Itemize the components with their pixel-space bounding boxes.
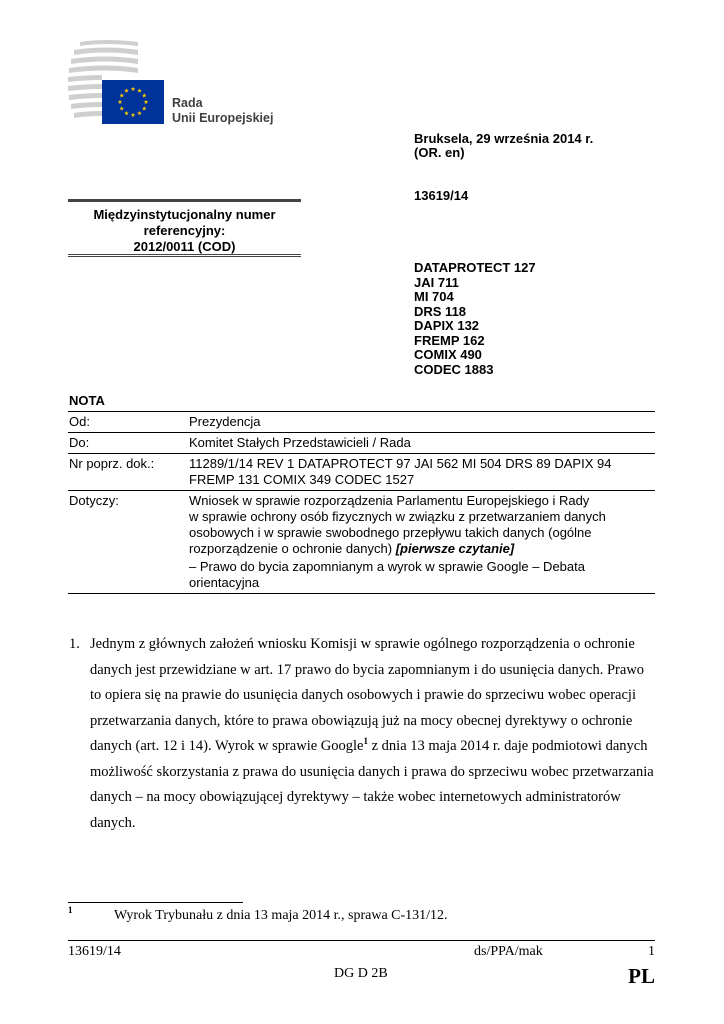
paragraph-text-part: Jednym z głównych założeń wniosku Komisji w sprawie ogólnego rozporządzenia o ochronie danych jest przewidziane w art. 17 prawo do bycia zapomnianym i do usunięcia danych. Prawo to opiera się na prawie do usunięcia danych osobowych i prawie do sprzeciwu wobec operacji przetwarzania danych, które to prawa obowiązują już na mocy obecnej dyrektywy o ochronie danych (art. 12 i 14). Wyrok w sprawie Google <box>90 636 645 754</box>
subject-line-text: rozporządzenie o ochronie danych) <box>189 541 393 556</box>
footnote-reference[interactable]: 1 <box>363 736 368 747</box>
subject-proposal <box>189 493 655 557</box>
subject-code: MI 704 <box>414 289 454 304</box>
to-value: Komitet Stałych Przedstawicieli / Rada <box>189 435 411 450</box>
previous-doc-line2: FREMP 131 COMIX 349 CODEC 1527 <box>189 472 415 487</box>
language-code: PL <box>628 964 655 988</box>
paragraph-text-part: z dnia 13 maja 2014 r. daje podmiotowi danych możliwość skorzystania z prawa do usunięcia danych i prawa do sprzeciwu wobec przetwarzania danych – na mocy obowiązującej dyrektywy – także wobec internetowych administratorów danych. <box>90 738 654 831</box>
footer-separator <box>68 940 655 941</box>
subject-code: COMIX 490 <box>414 347 482 362</box>
subject-code: CODEC 1883 <box>414 361 494 377</box>
interinstitutional-label-line2: referencyjny: <box>143 223 226 238</box>
from-label: Od: <box>69 414 90 429</box>
from-value: Prezydencja <box>189 414 261 429</box>
table-row <box>68 454 655 491</box>
table-row <box>68 491 655 594</box>
interinstitutional-label-line1: Międzyinstytucjonalny numer <box>93 207 276 222</box>
reading-stage: [pierwsze czytanie] <box>395 541 515 556</box>
original-language: (OR. en) <box>414 145 465 160</box>
subject-codes <box>414 261 536 377</box>
interinstitutional-reference <box>68 199 301 257</box>
interinstitutional-number: 2012/0011 (COD) <box>133 239 236 254</box>
table-row <box>68 433 655 454</box>
footer-doc-number: 13619/14 <box>68 944 121 959</box>
subject-value <box>189 491 655 594</box>
footnote-number: 1 <box>68 905 73 915</box>
paragraph-number: 1. <box>69 636 80 652</box>
footnote-separator <box>68 902 243 903</box>
footer-page-number: 1 <box>648 944 655 959</box>
subject-label: Dotyczy: <box>69 493 119 508</box>
paragraph-1 <box>69 632 657 836</box>
subject-topic <box>189 559 655 591</box>
footer-initials: ds/PPA/mak <box>474 944 543 959</box>
subject-line: osobowych i w sprawie swobodnego przepływu takich danych (ogólne <box>189 525 592 540</box>
org-name-line2: Unii Europejskiej <box>172 111 274 125</box>
subject-code: DAPIX 132 <box>414 318 480 333</box>
org-name-line1: Rada <box>172 96 203 110</box>
paragraph-text <box>90 632 657 836</box>
subject-line: Wniosek w sprawie rozporządzenia Parlamentu Europejskiego i Rady <box>189 493 590 508</box>
previous-doc-line1: 11289/1/14 REV 1 DATAPROTECT 97 JAI 562 MI 504 DRS 89 DAPIX 94 <box>189 456 612 471</box>
to-label: Do: <box>69 435 90 450</box>
topic-line: orientacyjna <box>189 575 260 590</box>
subject-code: JAI 711 <box>414 274 459 290</box>
subject-line <box>189 541 655 557</box>
subject-line: w sprawie ochrony osób fizycznych w związku z przetwarzaniem danych <box>189 509 606 524</box>
table-row <box>68 412 655 433</box>
document-number: 13619/14 <box>414 188 469 203</box>
place-date: Bruksela, 29 września 2014 r. <box>414 131 594 146</box>
note-title: NOTA <box>69 393 105 408</box>
topic-line: – Prawo do bycia zapomnianym a wyrok w sprawie Google – Debata <box>189 559 585 574</box>
note-metadata-table <box>68 411 655 594</box>
subject-code: DATAPROTECT 127 <box>414 260 536 275</box>
previous-doc-value <box>189 454 655 491</box>
previous-doc-label: Nr poprz. dok.: <box>69 456 155 471</box>
subject-code: FREMP 162 <box>414 332 485 348</box>
footer-directorate: DG D 2B <box>334 966 388 981</box>
footnote-text: Wyrok Trybunału z dnia 13 maja 2014 r., sprawa C-131/12. <box>114 908 448 923</box>
subject-code: DRS 118 <box>414 303 467 319</box>
